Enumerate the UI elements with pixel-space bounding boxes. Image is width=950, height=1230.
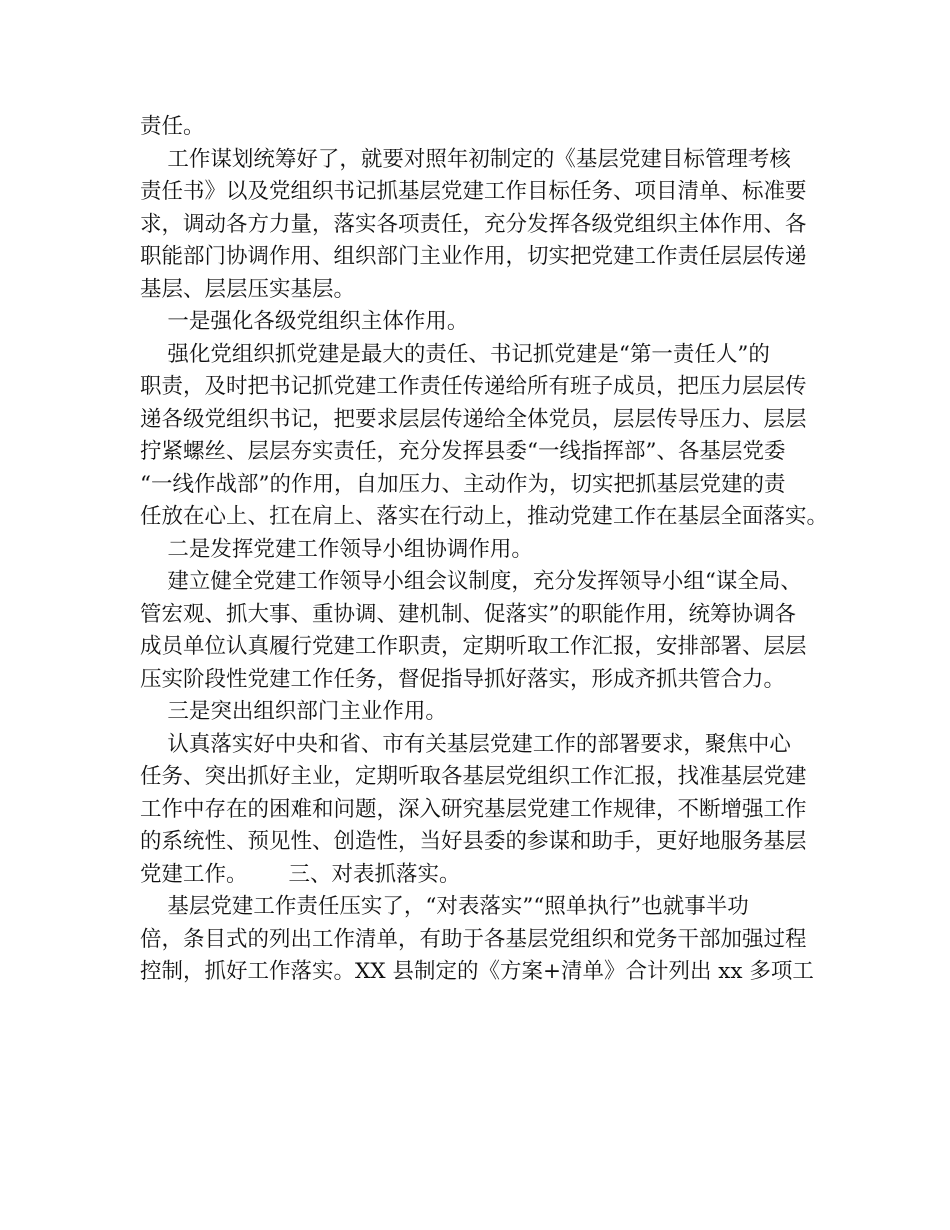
- section-heading: 一是强化各级党组织主体作用。: [140, 309, 469, 334]
- text-line: 压实阶段性党建工作任务，督促指导抓好落实，形成齐抓共管合力。: [140, 666, 786, 692]
- text-line: 的系统性、预见性、创造性，当好县委的参谋和助手，更好地服务基层: [140, 829, 807, 854]
- text-line: 管宏观、抓大事、重协调、建机制、促落实”的职能作用，统筹协调各: [140, 601, 796, 627]
- text-line: 控制，抓好工作落实。XX 县制定的《方案+清单》合计列出 xx 多项工: [140, 959, 814, 984]
- text-line: 任放在心上、扛在肩上、落实在行动上，推动党建工作在基层全面落实。: [140, 504, 829, 529]
- text-line: 职责，及时把书记抓党建工作责任传递给所有班子成员，把压力层层传: [140, 374, 807, 399]
- text-line: 认真落实好中央和省、市有关基层党建工作的部署要求，聚焦中心: [140, 731, 791, 757]
- text-line: 工作中存在的困难和问题，深入研究基层党建工作规律，不断增强工作: [140, 796, 807, 822]
- text-line: 基层、层层压实基层。: [140, 276, 356, 302]
- text-line: 强化党组织抓党建是最大的责任、书记抓党建是“第一责任人”的: [140, 341, 770, 367]
- text-line: 成员单位认真履行党建工作职责，定期听取工作汇报，安排部署、层层: [140, 634, 807, 659]
- text-line: 倍，条目式的列出工作清单，有助于各基层党组织和党务干部加强过程: [140, 926, 807, 952]
- section-heading: 二是发挥党建工作领导小组协调作用。: [140, 536, 533, 562]
- text-line: 职能部门协调作用、组织部门主业作用，切实把党建工作责任层层传递: [140, 244, 807, 269]
- document-body: [140, 111, 829, 989]
- text-line: 递各级党组织书记，把要求层层传递给全体党员，层层传导压力、层层: [140, 406, 807, 432]
- text-line: 求，调动各方力量，落实各项责任，充分发挥各级党组织主体作用、各: [140, 211, 807, 237]
- text-line: 任务、突出抓好主业，定期听取各基层党组织工作汇报，找准基层党建: [140, 764, 807, 789]
- text-line: 工作谋划统筹好了，就要对照年初制定的《基层党建目标管理考核: [140, 146, 791, 172]
- text-line: 责任书》以及党组织书记抓基层党建工作目标任务、项目清单、标准要: [140, 179, 807, 204]
- section-heading: 三是突出组织部门主业作用。: [140, 699, 447, 724]
- text-line: 党建工作。 三、对表抓落实。: [140, 861, 461, 887]
- text-line: 基层党建工作责任压实了，“对表落实”“照单执行”也就事半功: [140, 894, 749, 919]
- text-line: “一线作战部”的作用，自加压力、主动作为，切实把抓基层党建的责: [140, 471, 786, 497]
- text-line: 责任。: [140, 114, 205, 139]
- text-line: 拧紧螺丝、层层夯实责任，充分发挥县委“一线指挥部”、各基层党委: [140, 439, 786, 464]
- text-line: 建立健全党建工作领导小组会议制度，充分发挥领导小组“谋全局、: [140, 569, 802, 594]
